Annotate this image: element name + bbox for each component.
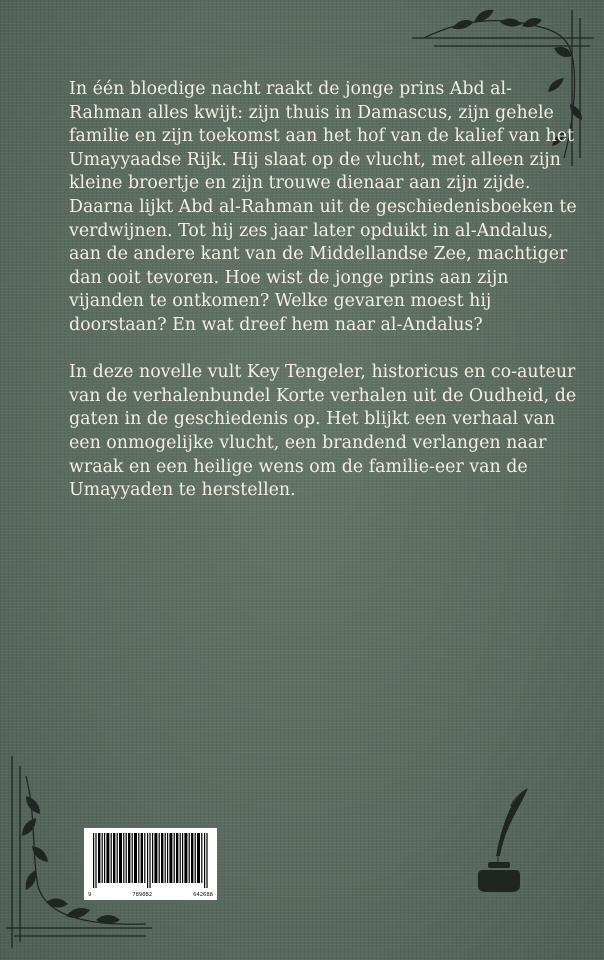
isbn-barcode: [84, 828, 217, 900]
barcode-right-digits: 642688: [193, 892, 213, 898]
barcode-bars: [93, 833, 211, 888]
barcode-lead-digit: 9: [88, 892, 92, 898]
barcode-digits: [88, 892, 213, 898]
barcode-left-digits: 789082: [132, 892, 153, 898]
quill-and-inkwell-icon: [474, 784, 534, 894]
back-cover-blurb: [69, 78, 579, 503]
blurb-paragraph-2: In deze novelle vult Key Tengeler, historicus en co-auteur van de verhalenbundel Korte verhalen uit de Oudheid, de gaten in de geschiedenis op. Het blijkt een verhaal van een onmogelijke vlucht, een brandend verlangen naar wraak en een heilige wens om de familie-eer van de Umayyaden te herstellen.: [69, 362, 577, 501]
blurb-paragraph-1: In één bloedige nacht raakt de jonge prins Abd al-Rahman alles kwijt: zijn thuis in Damascus, zijn gehele familie en zijn toekomst aan het hof van de kalief van het Umayyaadse Rijk. Hij slaat op de vlucht, met alleen zijn kleine broertje en zijn trouwe dienaar aan zijn zijde. Daarna lijkt Abd al-Rahman uit de geschiedenisboeken te verdwijnen. Tot hij zes jaar later opduikt in al-Andalus, aan de andere kant van de Middellandse Zee, machtiger dan ooit tevoren. Hoe wist de jonge prins aan zijn vijanden te ontkomen? Welke gevaren moest hij doorstaan? En wat dreef hem naar al-Andalus?: [69, 79, 577, 335]
bottom-right-quill-ornament: [474, 784, 534, 894]
